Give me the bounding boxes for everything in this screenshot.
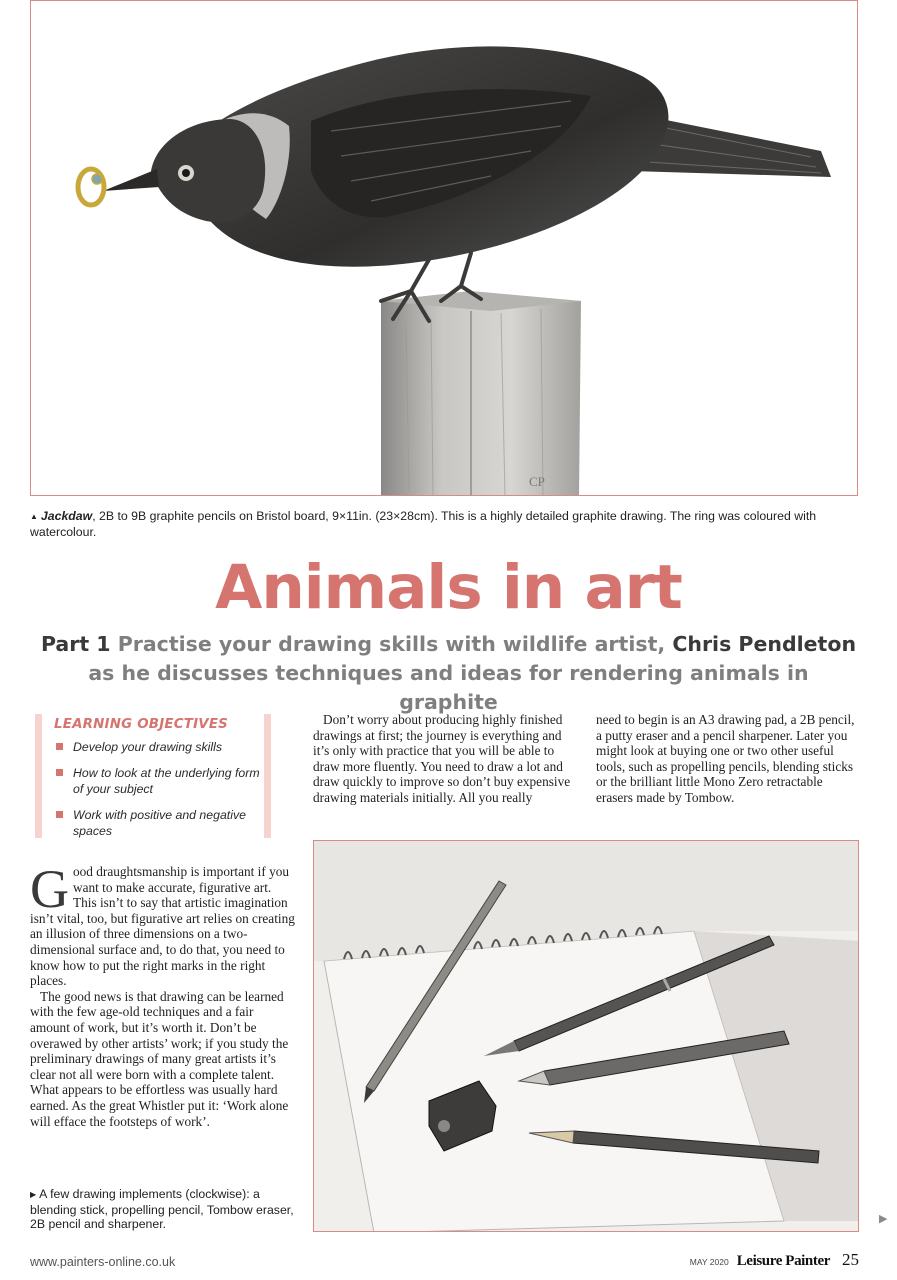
- jackdaw-head: [151, 119, 265, 222]
- body-column-2: [313, 712, 573, 806]
- footer-website: www.painters-online.co.uk: [30, 1255, 176, 1269]
- objective-item: Work with positive and negative spaces: [54, 807, 264, 840]
- next-page-arrow-icon: ▶: [879, 1213, 888, 1225]
- tools-caption: [30, 1187, 300, 1232]
- tools-caption-text: A few drawing implements (clockwise): a blending stick, propelling pencil, Tombow eraser, 2B pencil and sharpener.: [30, 1187, 294, 1231]
- bullet-square-icon: [56, 743, 63, 750]
- hero-caption: [30, 509, 858, 539]
- jackdaw-illustration: [30, 0, 858, 496]
- article-standfirst: [40, 630, 857, 717]
- bullet-square-icon: [56, 769, 63, 776]
- body-paragraph: The good news is that drawing can be learned with the few age-old techniques and a fair amount of work, but it’s worth it. Don’t be overawed by other artists’ work; if you study the preliminary drawings of many great artists it’s clear not all were born with a complete talent. What appears to be effortless was usually hard earned. As the great Whistler put it: ‘Work alone will efface the footsteps of work’.: [30, 988, 289, 1129]
- body-paragraph: Don’t worry about producing highly finished drawings at first; the journey is everything and it’s only with practice that you will be able to draw more fluently. You need to draw a lot and draw quickly to improve so don’t buy expensive drawing materials initially. All you really: [313, 712, 571, 805]
- jackdaw-drawing: [31, 1, 858, 496]
- learning-objectives-box: [35, 714, 271, 838]
- body-paragraph: Good draughtsmanship is important if you want to make accurate, figurative art. This isn’t to say that artistic imagination isn’t vital, too, but figurative art relies on creating an illusion of three dimensions on a two-dimensional surface and, to do that, you need to know how to put the right marks in the right places.: [30, 859, 295, 989]
- fence-post: [381, 291, 581, 496]
- caption-text: , 2B to 9B graphite pencils on Bristol board, 9×11in. (23×28cm). This is a highly detailed graphite drawing. The ring was coloured with watercolour.: [30, 509, 817, 539]
- body-column-1: [30, 859, 295, 1129]
- standfirst-line-1: Practise your drawing skills with wildlife artist,: [117, 632, 666, 656]
- drawing-tools-illustration: [313, 840, 859, 1232]
- caption-marker-icon: ▶: [30, 1190, 37, 1199]
- author-name: Chris Pendleton: [672, 632, 857, 656]
- caption-artwork-title: Jackdaw: [40, 509, 93, 523]
- artist-initials: CP: [529, 474, 545, 489]
- body-column-3: [596, 712, 858, 806]
- standfirst-line-2: as he discusses techniques and ideas for rendering animals in graphite: [88, 661, 809, 714]
- article-title: Animals in art: [215, 552, 682, 623]
- page-number: 25: [842, 1250, 859, 1269]
- magazine-name: Leisure Painter: [736, 1253, 830, 1269]
- drawing-tools-sketch: [314, 841, 859, 1232]
- caption-marker-icon: ▲: [30, 512, 38, 521]
- jackdaw-beak: [103, 169, 159, 191]
- issue-date: MAY 2020: [689, 1257, 729, 1267]
- objective-item: Develop your drawing skills: [54, 739, 264, 756]
- bullet-square-icon: [56, 811, 63, 818]
- objectives-heading: LEARNING OBJECTIVES: [54, 717, 229, 732]
- footer-folio: [690, 1250, 859, 1270]
- objective-item: How to look at the underlying form of your subject: [54, 765, 264, 798]
- part-label: Part 1: [40, 632, 111, 656]
- drop-cap: G: [30, 859, 69, 919]
- body-paragraph: need to begin is an A3 drawing pad, a 2B pencil, a putty eraser and a pencil sharpener. Later you might look at buying one or two other useful tools, such as propelling pencils, blending sticks or the brilliant little Mono Zero retractable erasers made by Tombow.: [596, 712, 855, 805]
